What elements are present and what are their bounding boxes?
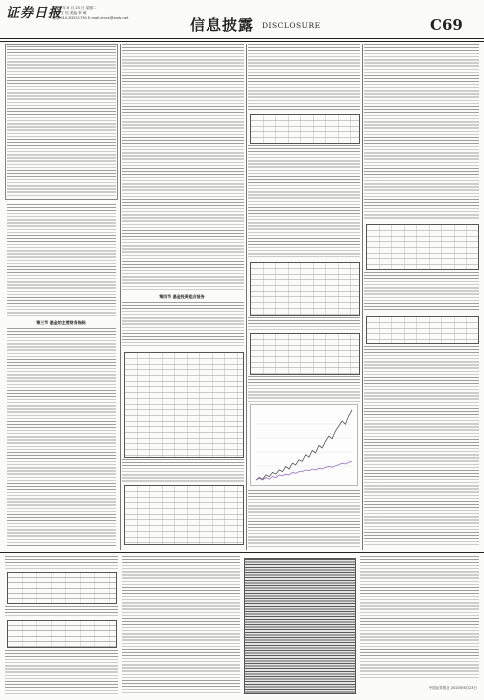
lower-4-body xyxy=(360,556,479,680)
column-4 xyxy=(364,44,479,550)
column-3-body-a xyxy=(248,44,360,110)
heading-portfolio-report: 第四节 基金投资组合报告 xyxy=(152,294,212,300)
nav-chart xyxy=(250,404,358,486)
issuer-signature: 中国证券报社 2020年6月23日 xyxy=(428,686,477,690)
column-separator xyxy=(120,44,121,550)
column-1-body-b xyxy=(7,328,116,548)
holder-table-2 xyxy=(366,316,479,344)
column-3-body-b xyxy=(248,145,360,257)
column-1-body-a xyxy=(7,204,116,316)
masthead-rule-thin xyxy=(0,41,484,42)
lower-table-b xyxy=(7,620,117,648)
column-2-body-c xyxy=(122,459,244,483)
column-1 xyxy=(5,44,118,550)
column-3-body-d xyxy=(248,376,360,402)
lower-1-body-b xyxy=(5,606,118,618)
lower-column-1 xyxy=(5,556,118,696)
column-4-body-a xyxy=(364,44,479,220)
masthead-rule xyxy=(0,38,484,39)
editor-line: 编辑 王 钰 美编 李 萌 xyxy=(52,11,87,15)
column-2 xyxy=(122,44,244,550)
lower-table-a xyxy=(7,572,117,604)
securities-list-table xyxy=(244,558,356,694)
column-4-body-c xyxy=(364,346,479,546)
lower-column-4 xyxy=(360,556,479,696)
lower-1-body-c xyxy=(5,650,118,694)
lower-2-body xyxy=(122,556,240,694)
newspaper-logo: 证券日报 xyxy=(6,6,63,21)
asset-allocation-table xyxy=(124,352,244,458)
chart-frame xyxy=(251,405,358,486)
section-divider xyxy=(0,552,484,553)
section-title-en: DISCLOSURE xyxy=(262,21,321,30)
column-2-body-b xyxy=(122,302,244,348)
column-3-body-e xyxy=(248,490,360,548)
fee-table xyxy=(250,114,360,144)
holder-table xyxy=(366,224,479,270)
issue-date: 2020 年 6 月 23 日 星期二 xyxy=(52,6,97,10)
column-4-body-b xyxy=(364,272,479,312)
top-holdings-table xyxy=(124,485,244,545)
heading-financial-indicators: 第三节 基金的主要财务指标 xyxy=(31,320,91,326)
column-3-body-c xyxy=(248,317,360,331)
column-separator xyxy=(246,44,247,550)
nav-growth-table xyxy=(250,333,360,375)
page-number: C69 xyxy=(430,16,463,34)
lower-column-3 xyxy=(244,556,356,696)
section-title: 信息披露 xyxy=(190,16,255,34)
column-separator xyxy=(362,44,363,550)
share-change-table xyxy=(250,262,360,316)
lower-1-body-a xyxy=(5,556,118,570)
lower-column-2 xyxy=(122,556,240,696)
column-3 xyxy=(248,44,360,550)
column-2-body-a xyxy=(122,44,244,292)
contact-line: 电话:010-83251730 E-mail:zmzx@zqrb.net xyxy=(52,16,129,20)
fund-profile-text xyxy=(7,46,116,198)
